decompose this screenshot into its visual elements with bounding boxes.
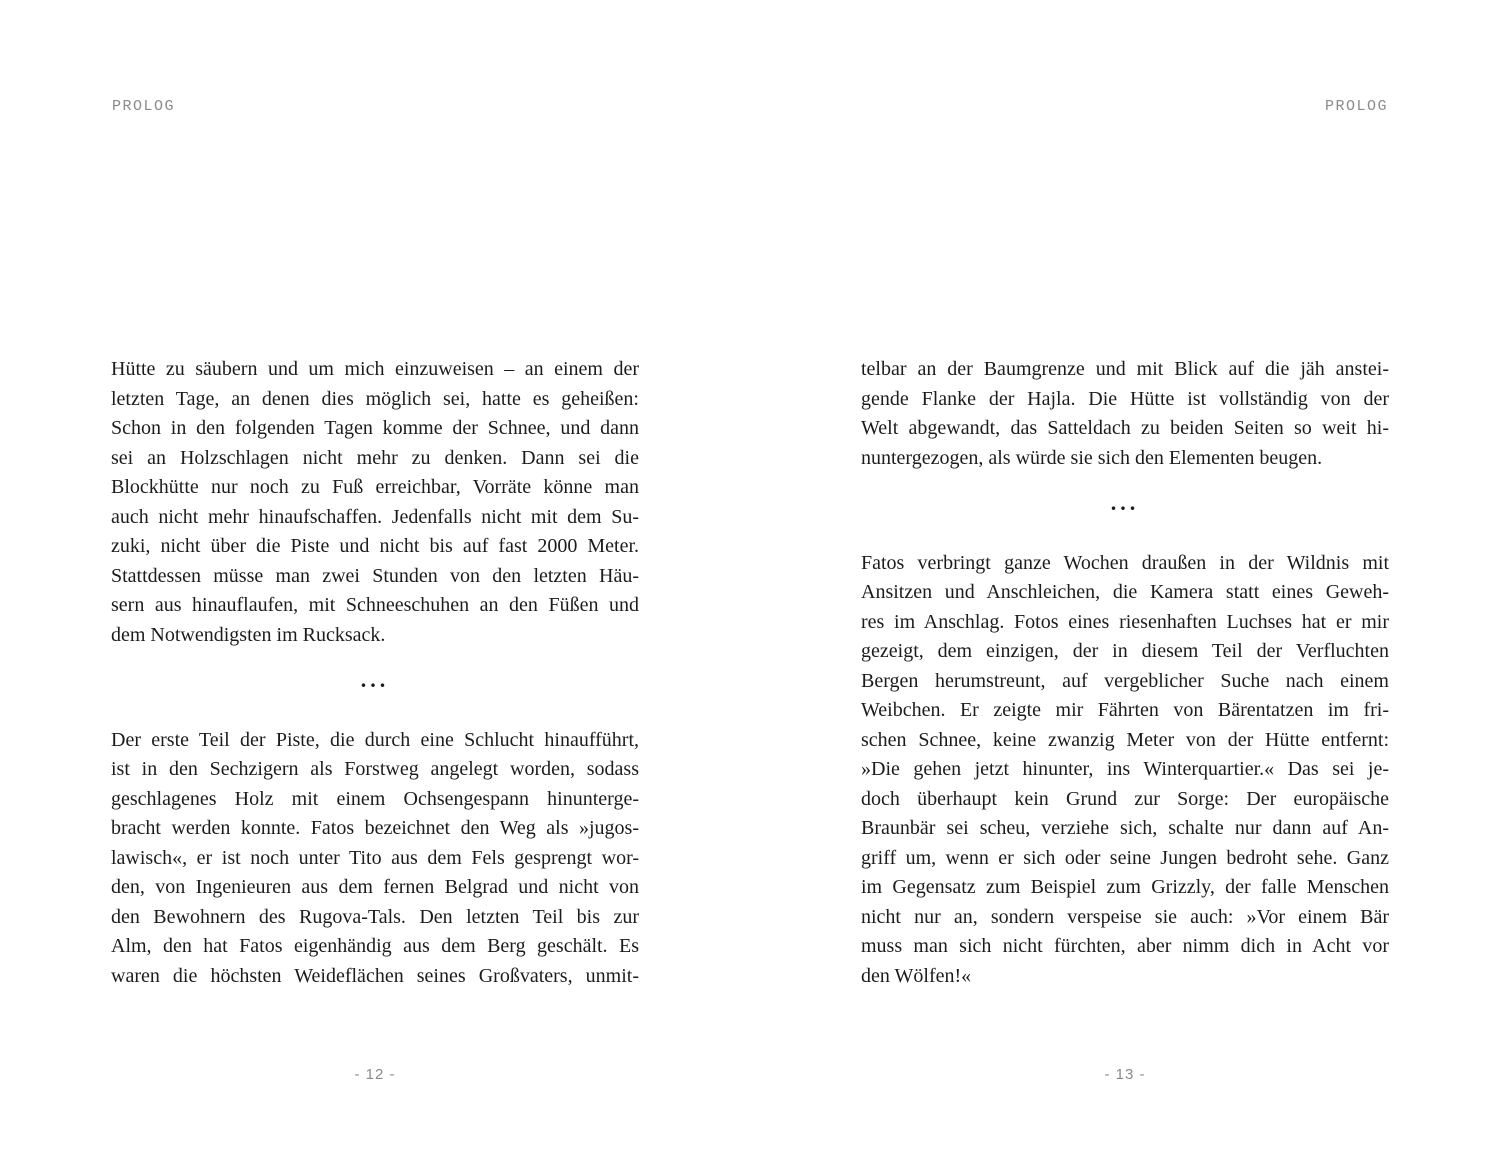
section-separator: ... xyxy=(360,667,390,692)
text-line: im Gegensatz zum Beispiel zum Grizzly, der falle Menschen xyxy=(861,876,1389,898)
text-line: zuki, nicht über die Piste und nicht bis auf fast 2000 Meter. xyxy=(111,535,639,557)
text-line: Weibchen. Er zeigte mir Fährten von Bärentatzen im fri- xyxy=(861,699,1389,721)
text-line: gende Flanke der Hajla. Die Hütte ist vollständig von der xyxy=(861,387,1389,410)
text-line: ist in den Sechzigern als Forstweg angelegt worden, sodass xyxy=(111,758,639,780)
text-line: nicht nur an, sondern verspeise sie auch: »Vor einem Bär xyxy=(861,905,1389,928)
running-head: PROLOG xyxy=(1324,98,1388,115)
text-line: auch nicht mehr hinaufschaffen. Jedenfalls nicht mit dem Su- xyxy=(111,505,639,528)
paragraph xyxy=(111,355,639,650)
right-page xyxy=(750,0,1500,1167)
text-line: Welt abgewandt, das Satteldach zu beiden Seiten so weit hi- xyxy=(861,417,1389,439)
text-line: Bergen herumstreunt, auf vergeblicher Suche nach einem xyxy=(861,669,1389,692)
text-line: schen Schnee, keine zwanzig Meter von der Hütte entfernt: xyxy=(861,728,1389,751)
section-separator: ... xyxy=(1110,490,1140,515)
body-text xyxy=(111,355,639,991)
text-line: Hütte zu säubern und um mich einzuweisen – an einem der xyxy=(111,358,639,380)
paragraph xyxy=(861,355,1389,473)
body-text xyxy=(861,355,1389,991)
text-line: den Wölfen!« xyxy=(861,964,972,987)
page-number: - 12 - xyxy=(354,1066,396,1083)
text-line: Stattdessen müsse man zwei Stunden von den letzten Häu- xyxy=(111,564,639,587)
running-head: PROLOG xyxy=(112,98,176,115)
text-line: Ansitzen und Anschleichen, die Kamera statt eines Geweh- xyxy=(861,581,1389,603)
text-line: sei an Holzschlagen nicht mehr zu denken. Dann sei die xyxy=(111,446,639,469)
text-line: doch überhaupt kein Grund zur Sorge: Der europäische xyxy=(861,787,1389,810)
paragraph xyxy=(111,726,639,992)
text-line: griff um, wenn er sich oder seine Jungen bedroht sehe. Ganz xyxy=(861,846,1389,869)
text-line: dem Notwendigsten im Rucksack. xyxy=(111,623,386,646)
text-line: waren die höchsten Weideflächen seines Großvaters, unmit- xyxy=(111,964,639,987)
text-line: Schon in den folgenden Tagen komme der Schnee, und dann xyxy=(111,417,639,439)
text-line: muss man sich nicht fürchten, aber nimm dich in Acht vor xyxy=(861,935,1389,957)
text-line: gezeigt, dem einzigen, der in diesem Teil der Verfluchten xyxy=(861,640,1389,662)
text-line: Alm, den hat Fatos eigenhändig aus dem Berg geschält. Es xyxy=(111,935,639,957)
text-line: letzten Tage, an denen dies möglich sei, hatte es geheißen: xyxy=(111,387,639,410)
text-line: telbar an der Baumgrenze und mit Blick auf die jäh anstei- xyxy=(861,358,1389,380)
text-line: Blockhütte nur noch zu Fuß erreichbar, Vorräte könne man xyxy=(111,476,639,498)
text-line: geschlagenes Holz mit einem Ochsengespann hinunterge- xyxy=(111,787,639,810)
text-line: Der erste Teil der Piste, die durch eine Schlucht hinaufführt, xyxy=(111,728,639,751)
text-line: nuntergezogen, als würde sie sich den Elementen beugen. xyxy=(861,446,1323,469)
text-line: bracht werden konnte. Fatos bezeichnet den Weg als »jugos- xyxy=(111,817,639,839)
page-number: - 13 - xyxy=(1104,1066,1146,1083)
text-line: »Die gehen jetzt hinunter, ins Winterquartier.« Das sei je- xyxy=(861,758,1389,780)
text-line: den, von Ingenieuren aus dem fernen Belgrad und nicht von xyxy=(111,876,639,898)
text-line: Braunbär sei scheu, verziehe sich, schalte nur dann auf An- xyxy=(861,817,1389,839)
text-line: Fatos verbringt ganze Wochen draußen in der Wildnis mit xyxy=(861,551,1389,574)
text-line: den Bewohnern des Rugova-Tals. Den letzten Teil bis zur xyxy=(111,905,639,928)
paragraph xyxy=(861,549,1389,992)
text-line: res im Anschlag. Fotos eines riesenhaften Luchses hat er mir xyxy=(861,610,1389,633)
text-line: lawisch«, er ist noch unter Tito aus dem Fels gesprengt wor- xyxy=(111,846,639,869)
text-line: sern aus hinauflaufen, mit Schneeschuhen an den Füßen und xyxy=(111,594,639,616)
